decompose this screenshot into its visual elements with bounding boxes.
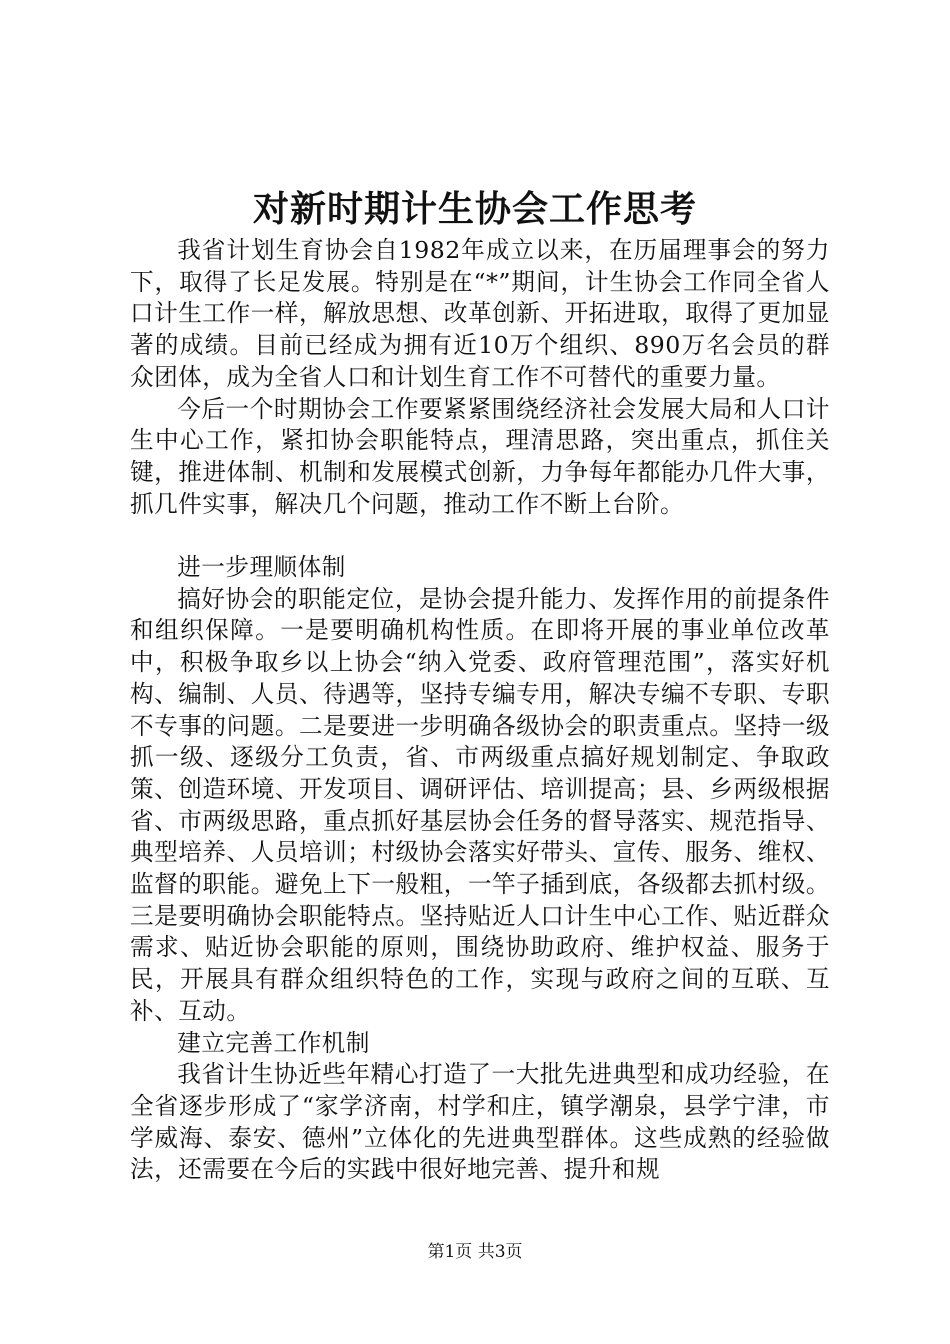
paragraph-system: 搞好协会的职能定位，是协会提升能力、发挥作用的前提条件和组织保障。一是要明确机构性质。在即将开展的事业单位改革中，积极争取乡以上协会“纳入党委、政府管理范围”，落实好机构、编制、人员、待遇等，坚持专编专用，解决专编不专职、专职不专事的问题。二是要进一步明确各级协会的职责重点。坚持一级抓一级、逐级分工负责，省、市两级重点搞好规划制定、争取政策、创造环境、开发项目、调研评估、培训提高；县、乡两级根据省、市两级思路，重点抓好基层协会任务的督导落实、规范指导、典型培养、人员培训；村级协会落实好带头、宣传、服务、维权、监督的职能。避免上下一般粗，一竿子插到底，各级都去抓村级。三是要明确协会职能特点。坚持贴近人口计生中心工作、贴近群众需求、贴近协会职能的原则，围绕协助政府、维护权益、服务于民，开展具有群众组织特色的工作，实现与政府之间的互联、互补、互动。 — [130, 584, 830, 1025]
document-title: 对新时期计生协会工作思考 — [252, 188, 697, 230]
paragraph-intro: 我省计划生育协会自1982年成立以来，在历届理事会的努力下，取得了长足发展。特别是在“*”期间，计生协会工作同全省人口计生工作一样，解放思想、改革创新、开拓进取，取得了更加显著的成绩。目前已经成为拥有近10万个组织、890万名会员的群众团体，成为全省人口和计划生育工作不可替代的重要力量。 — [130, 236, 830, 391]
section-heading-mechanism: 建立完善工作机制 — [177, 1028, 370, 1057]
paragraph-mechanism: 我省计生协近些年精心打造了一大批先进典型和成功经验，在全省逐步形成了“家学济南，村学和庄，镇学潮泉，县学宁津，市学威海、泰安、德州”立体化的先进典型群体。这些成熟的经验做法，还需要在今后的实践中很好地完善、提升和规 — [130, 1060, 830, 1184]
page-footer: 第1页 共3页 — [427, 1242, 523, 1262]
section-heading-system: 进一步理顺体制 — [177, 553, 346, 582]
paragraph-outlook: 今后一个时期协会工作要紧紧围绕经济社会发展大局和人口计生中心工作，紧扣协会职能特点，理清思路，突出重点，抓住关键，推进体制、机制和发展模式创新，力争每年都能办几件大事，抓几件实事，解决几个问题，推动工作不断上台阶。 — [130, 394, 830, 518]
document-body — [130, 235, 830, 1186]
paragraph-spacer — [130, 520, 830, 552]
